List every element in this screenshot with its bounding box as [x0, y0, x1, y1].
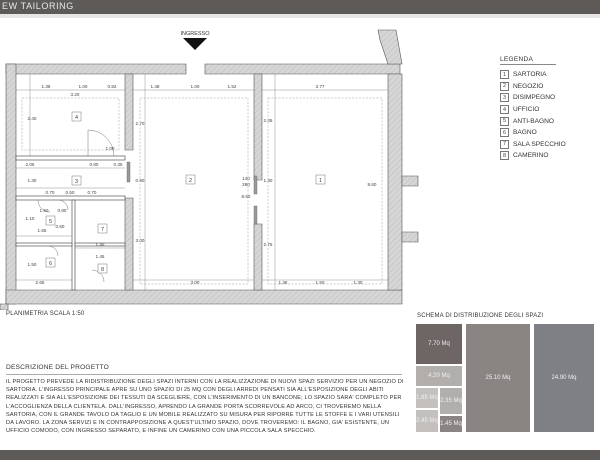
dim-label: 1.48 — [150, 84, 160, 89]
description-title: DESCRIZIONE DEL PROGETTO — [6, 364, 109, 371]
schema-block-disimpegno — [416, 366, 462, 386]
dim-label: 0.80 — [57, 208, 67, 213]
schema-block-label: 2.45 Mq — [416, 418, 438, 424]
distribution-schema — [416, 324, 596, 432]
dim-label: 1.65 — [37, 228, 47, 233]
floor-plan — [0, 18, 420, 310]
schema-block-sartoria — [534, 324, 594, 432]
wall-left — [6, 64, 16, 304]
schema-title: SCHEMA DI DISTRIBUZIONE DEGLI SPAZI — [417, 313, 544, 319]
wall-disimpegno-top — [16, 156, 125, 160]
wall-bottom — [6, 290, 402, 304]
wall-top-right — [205, 64, 400, 74]
dim-label: 0.70 — [87, 190, 97, 195]
dim-label: 1.36 — [278, 280, 288, 285]
legend-item — [500, 69, 596, 81]
room-number: 8 — [100, 267, 105, 273]
dim-label: 1.50 — [27, 262, 37, 267]
wall-partition-2b — [254, 224, 262, 290]
dim-label: 1.38 — [41, 84, 51, 89]
legend-label: CAMERINO — [513, 152, 549, 160]
dim-label: 3.00 — [190, 280, 200, 285]
legend-number: 6 — [500, 128, 509, 137]
dim-label: 0.90 — [135, 178, 145, 183]
legend-number: 5 — [500, 117, 509, 126]
wall-wc-horiz — [16, 243, 72, 246]
dim-label: 1.30 — [27, 178, 37, 183]
dim-label: 1.00 — [78, 84, 88, 89]
wall-partition-1b — [125, 198, 133, 290]
wall-diagonal — [378, 30, 402, 64]
dim-label: 2.45 — [263, 118, 273, 123]
door-wc — [48, 246, 58, 256]
legend-item — [500, 127, 596, 139]
sliding-door-mid-b — [254, 206, 257, 224]
legend-number: 7 — [500, 140, 509, 149]
dim-label: 1.45 — [95, 242, 105, 247]
dim-label: 1.10 — [25, 216, 35, 221]
dim-label: 1.00 — [190, 84, 200, 89]
legend-number: 4 — [500, 105, 509, 114]
dim-label: 3.00 — [135, 238, 145, 243]
dim-label: 2.70 — [135, 121, 145, 126]
legend-label: NEGOZIO — [513, 82, 544, 90]
room-number: 1 — [318, 178, 323, 184]
legend-number: 2 — [500, 82, 509, 91]
wall-side-annex — [402, 176, 418, 186]
dim-label: 2.75 — [263, 242, 273, 247]
schema-block-antibagno — [416, 388, 438, 408]
room-number: 6 — [48, 261, 53, 267]
wall-partition-2 — [254, 74, 262, 180]
bottom-bar — [0, 450, 600, 460]
dim-label: 1.00 — [105, 146, 115, 151]
room-number: 3 — [74, 179, 79, 185]
schema-block-label: 1.85 Mq — [416, 395, 438, 401]
schema-block-label: 24.90 Mq — [551, 375, 577, 381]
top-bar — [0, 0, 600, 14]
room-number: 4 — [74, 115, 79, 121]
wall-ext-bottom — [0, 304, 8, 310]
dim-label: 140 — [242, 176, 250, 181]
legend-number: 8 — [500, 151, 509, 160]
room-outline-sartoria — [268, 98, 382, 284]
dim-label: 0.60 — [55, 224, 65, 229]
wall-wc-vert — [72, 200, 75, 290]
dim-label: 2.05 — [25, 162, 35, 167]
dim-label: 0.35 — [113, 162, 123, 167]
legend — [500, 56, 596, 162]
dim-label: 2.40 — [27, 116, 37, 121]
room-number: 5 — [48, 219, 53, 225]
entrance-arrow — [183, 38, 207, 50]
wall-right — [388, 74, 402, 290]
legend-number: 1 — [500, 70, 509, 79]
door-ufficio — [88, 130, 114, 156]
description-divider — [6, 374, 402, 375]
schema-block-label: 7.70 Mq — [428, 341, 450, 347]
dim-label: 1.45 — [95, 254, 105, 259]
wall-side-annex-2 — [402, 232, 418, 242]
legend-item — [500, 115, 596, 127]
dim-label: 0.80 — [89, 162, 99, 167]
dim-label: 1.52 — [227, 84, 237, 89]
legend-item — [500, 139, 596, 151]
legend-item — [500, 104, 596, 116]
schema-block-ufficio — [416, 324, 462, 364]
schema-block-label: 2.35 Mq — [440, 398, 462, 404]
schema-block-bagno — [416, 410, 438, 432]
room-outline-office — [22, 98, 119, 150]
sliding-door-left — [127, 162, 130, 182]
legend-item — [500, 92, 596, 104]
legend-label: BAGNO — [513, 129, 537, 137]
schema-block-label: 4.20 Mq — [428, 373, 450, 379]
schema-block-label: 1.45 Mq — [440, 421, 462, 427]
wall-top — [6, 64, 186, 74]
description-text: IL PROGETTO PREVEDE LA RIDISTRIBUZIONE DEGLI SPAZI INTERNI CON LA REALIZZAZIONE DI NUOVI SPAZI SERVIZIO PER UN NEGOZIO DI SARTORIA. L'INGRESSO PRINCIPALE APRE SU UNO SPAZIO DI 25 MQ CON DEGLI ARREDI PENSATI SIA ALL'ESPOSIZIONE DEGLI ABITI REALIZZATI E SIA ALL'ESPOSIZIONE DEI TESSUTI DA SCEGLIERE, CON L'INSERIMENTO DI UN BANCONE; LO SPAZIO SARA' COMPLETO PER L'ACCOGLIENZA DELLA CLIENTELA. DALL'INGRESSO, APRENDO LA GRANDE PORTA SCORREVOLE AD ARCO, CI TROVEREMO NELLA SARTORIA, CON IL GRANDE TAVOLO DA TAGLIO E UN MOBILE REALIZZATO SU MISURA PER RIPORRE TUTTE LE STOFFE E I VARI UTENSILI DA LAVORO. LA ZONA SERVIZI E IN CONTRAPPOSIZIONE A QUEST'ULTIMO SPAZIO, DOVE TROVEREMO: IL BAGNO, GIA' ESISTENTE, UN UFFICIO COMODO, CON INGRESSO SEPARATO, E INFINE UN CAMERINO CON UNA PICCOLA SALA SPECCHIO. — [6, 379, 404, 435]
schema-block-label: 25.10 Mq — [485, 375, 511, 381]
dim-label: 1.50 — [39, 208, 49, 213]
project-title: EW TAILORING — [2, 1, 74, 11]
dim-label: 280 — [242, 182, 250, 187]
dim-label: 0.50 — [65, 190, 75, 195]
legend-title: LEGENDA — [500, 56, 556, 65]
dim-label: 3.77 — [315, 84, 325, 89]
room-number: 7 — [100, 227, 105, 233]
entrance-label: INGRESSO — [180, 31, 210, 37]
legend-label: UFFICIO — [513, 106, 540, 114]
legend-label: ANTI-BAGNO — [513, 117, 555, 125]
room-outline-shop — [140, 98, 248, 284]
sliding-door-mid-a — [254, 176, 257, 194]
legend-number: 3 — [500, 93, 509, 102]
dim-label: 0.70 — [45, 190, 55, 195]
legend-label: SALA SPECCHIO — [513, 140, 566, 148]
wall-disimpegno-bottom — [16, 196, 125, 200]
legend-item — [500, 81, 596, 93]
wall-partition-1 — [125, 74, 133, 150]
dim-label: 8.60 — [241, 194, 251, 199]
legend-label: DISIMPEGNO — [513, 94, 556, 102]
plan-caption: PLANIMETRIA SCALA 1:50 — [6, 311, 85, 317]
room-number: 2 — [188, 178, 193, 184]
dim-label: 1.30 — [353, 280, 363, 285]
dim-label: 2.65 — [35, 280, 45, 285]
dim-label: 1.40 — [263, 178, 273, 183]
dim-label: 0.82 — [107, 84, 117, 89]
schema-block-camerino — [440, 416, 462, 432]
dim-label: 8.60 — [367, 182, 377, 187]
dim-label: 3.20 — [70, 92, 80, 97]
schema-block-specchio — [440, 388, 462, 414]
legend-label: SARTORIA — [513, 71, 547, 79]
legend-item — [500, 150, 596, 162]
schema-block-negozio — [466, 324, 530, 432]
dim-label: 1.50 — [315, 280, 325, 285]
